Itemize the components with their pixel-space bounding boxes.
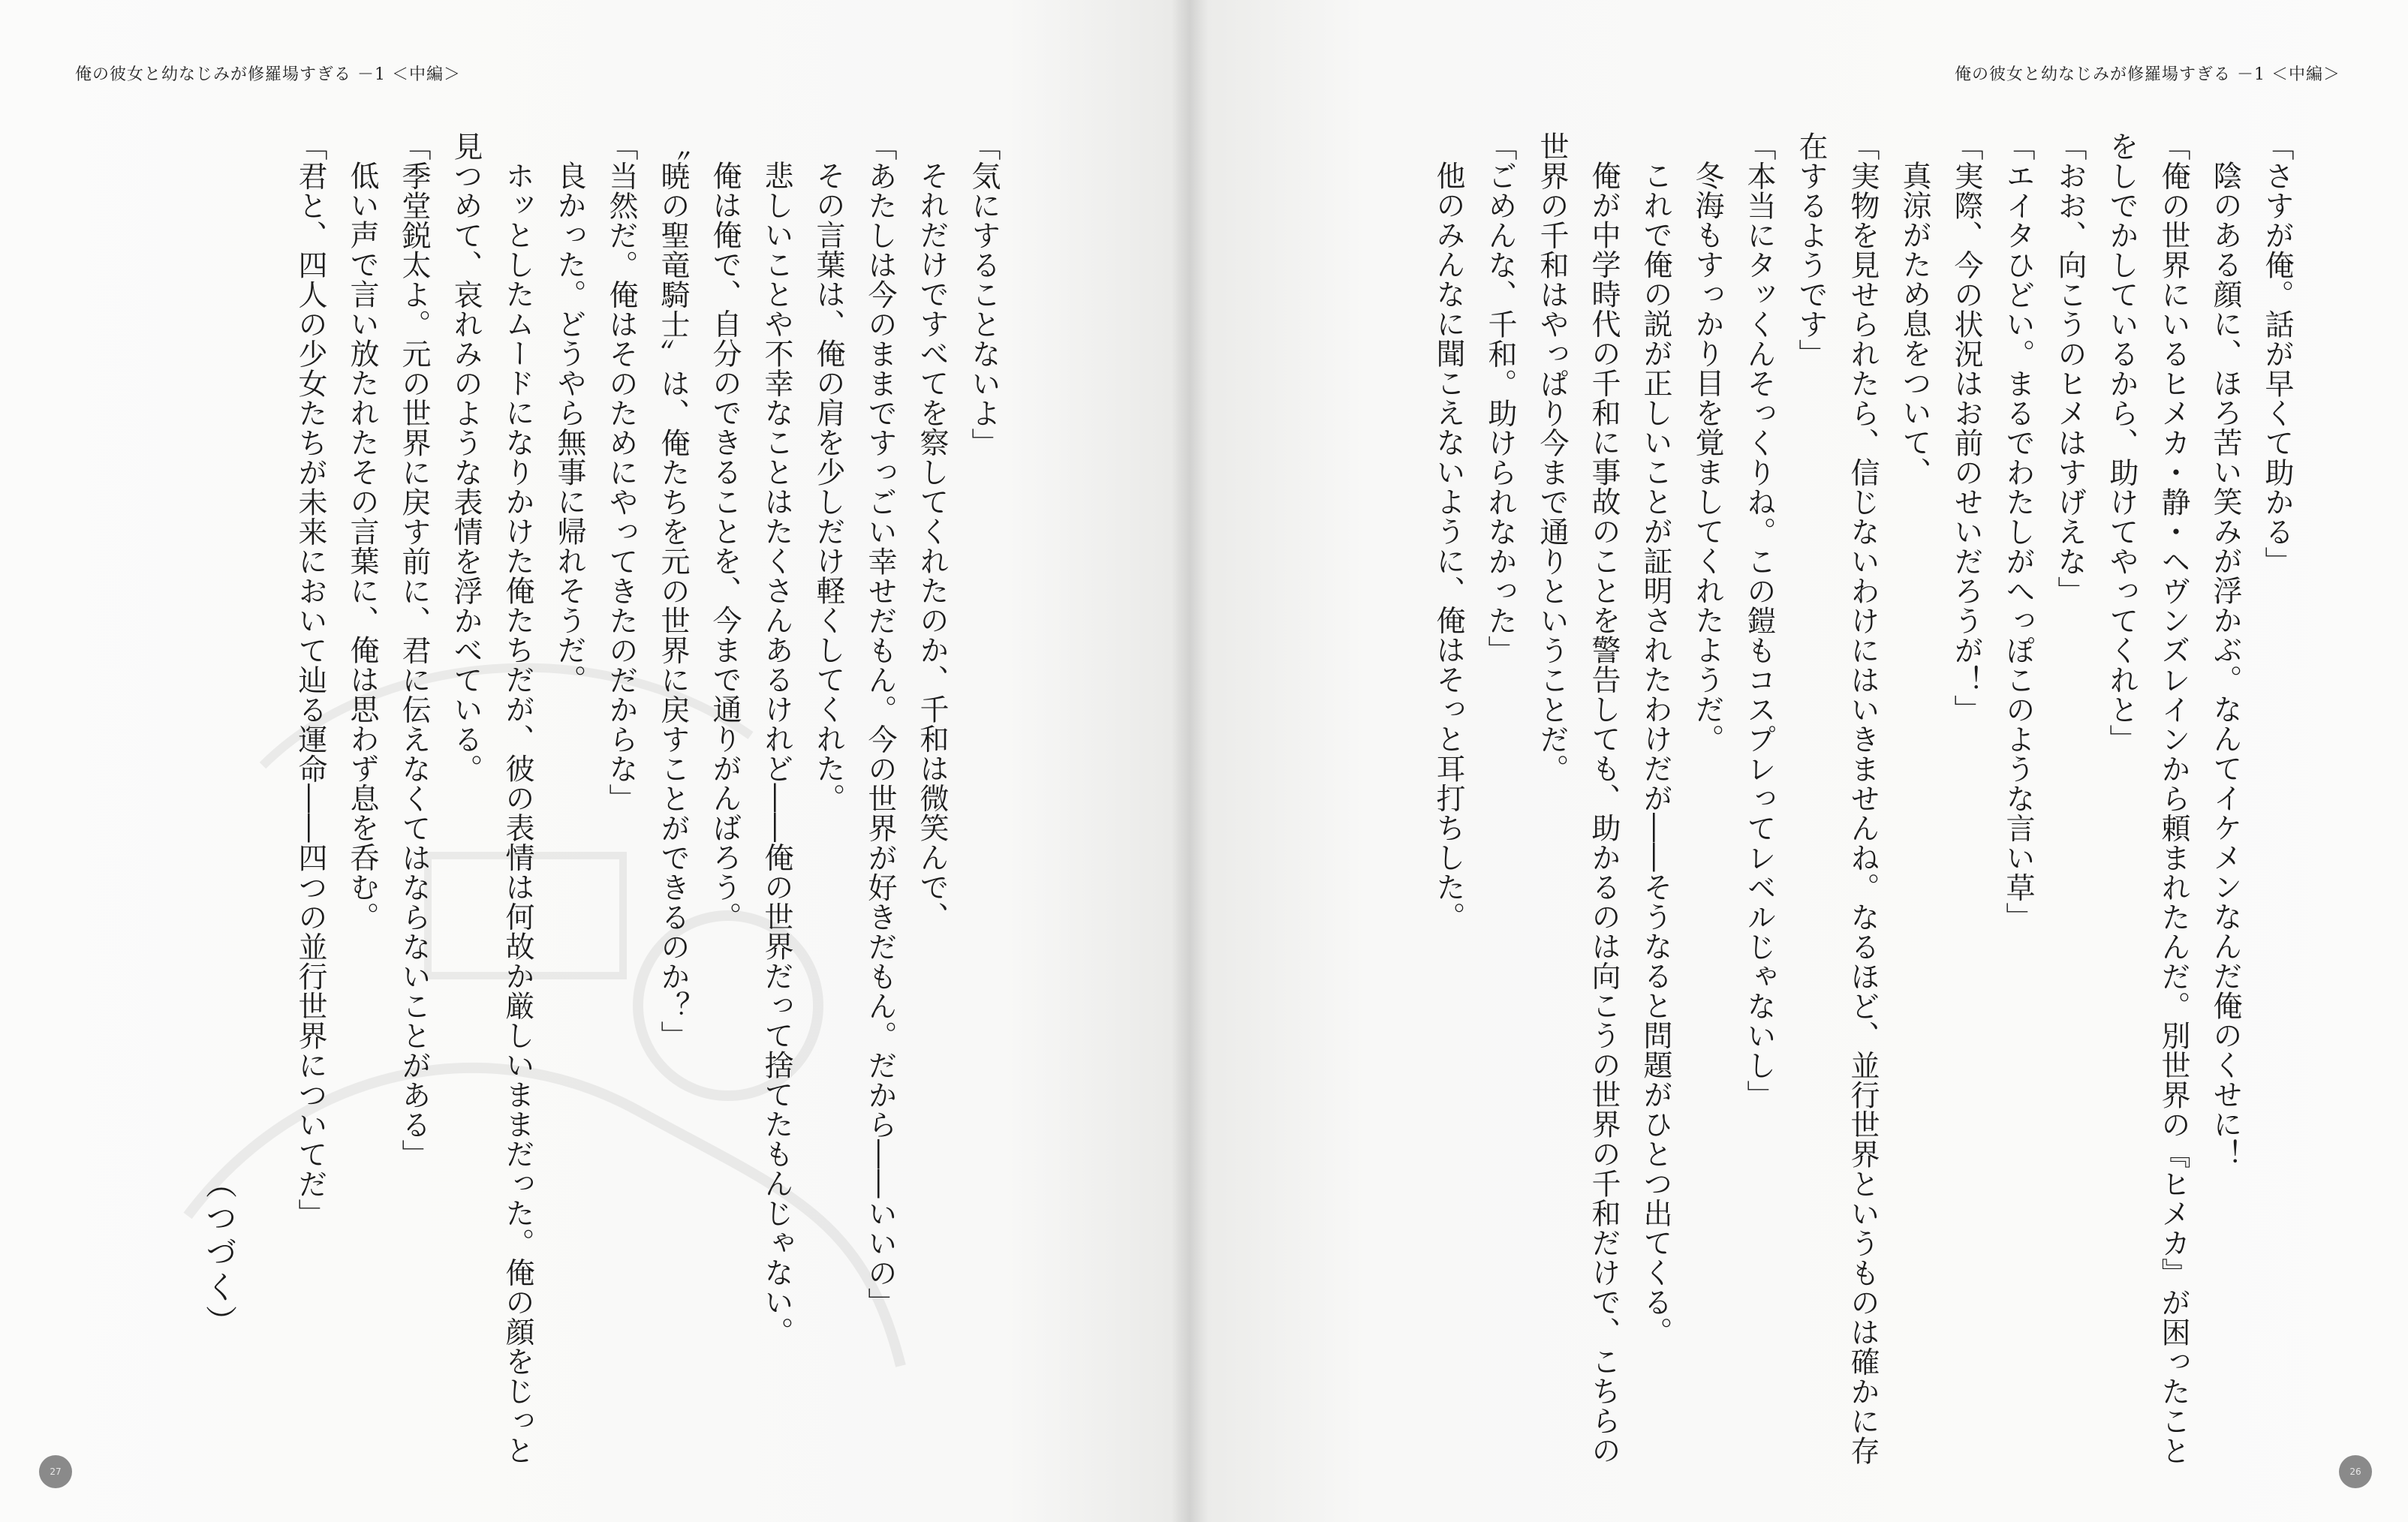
text-line: 「あたしは今のままですっごい幸せだもん。今の世界が好きだもん。だから――いいの」 (863, 131, 897, 1317)
text-line: 「俺の世界にいるヒメカ・静・ヘヴンズレインから頼まれたんだ。別世界の『ヒメカ』が困ったこと (2157, 131, 2190, 1466)
right-page (1182, 0, 2408, 1522)
text-line: それだけですべてを察してくれたのか、千和は微笑んで、 (915, 161, 949, 931)
text-line: ホッとしたムードになりかけた俺たちだが、彼の表情は何故か厳しいままだった。俺の顔をじっと (501, 161, 534, 1465)
text-line: 「当然だ。俺はそのためにやってきたのだからな」 (604, 131, 638, 814)
page-header: 俺の彼女と幼なじみが修羅場すぎる －1 ＜中編＞ (75, 65, 461, 84)
text-line: これで俺の説が正しいことが証明されたわけだが――そうなると問題がひとつ出てくる。 (1639, 161, 1672, 1346)
book-gutter (1171, 0, 1209, 1522)
page-number: 26 (2339, 1455, 2372, 1488)
text-line: 「実際、今の状況はお前のせいだろうが！」 (1949, 131, 1983, 724)
text-line: をしでかしているから、助けてやってくれと」 (2105, 131, 2139, 754)
text-line: 「実物を見せられたら、信じないわけにはいきませんね。なるほど、並行世界というものは確かに存 (1846, 131, 1880, 1466)
text-line: 「おお、向こうのヒメはすげえな」 (2053, 131, 2087, 606)
text-line: 他のみんなに聞こえないように、俺はそっと耳打ちした。 (1431, 161, 1465, 931)
text-line: 〝暁の聖竜騎士〟は、俺たちを元の世界に戻すことができるのか？」 (656, 131, 690, 1051)
body-text (293, 131, 1010, 1465)
text-line: 「ごめんな、千和。助けられなかった」 (1483, 131, 1517, 665)
text-line: 「本当にタッくんそっくりね。この鎧もコスプレってレベルじゃないし」 (1742, 131, 1776, 1110)
left-page (0, 0, 1182, 1522)
text-line: 真涼がため息をついて、 (1898, 161, 1931, 487)
text-line: 「季堂鋭太よ。元の世界に戻す前に、君に伝えなくてはならないことがある」 (397, 131, 431, 1169)
text-line: 「君と、四人の少女たちが未来において辿る運命――四つの並行世界についてだ」 (293, 131, 327, 1229)
text-line: 俺が中学時代の千和に事故のことを警告しても、助かるのは向こうの世界の千和だけで、こちらの (1587, 161, 1621, 1465)
text-line: 悲しいことや不幸なことはたくさんあるけれど――俺の世界だって捨てたもんじゃない。 (760, 161, 793, 1346)
text-line: 世界の千和はやっぱり今まで通りということだ。 (1535, 131, 1569, 784)
text-line: 「さすが俺。話が早くて助かる」 (2260, 131, 2294, 576)
to-be-continued: （つづく） (201, 1167, 238, 1340)
text-line: 「気にすることないよ」 (967, 131, 1001, 458)
page-number: 27 (39, 1455, 72, 1488)
text-line: 陰のある顔に、ほろ苦い笑みが浮かぶ。なんてイケメンなんだ俺のくせに！ (2208, 161, 2242, 1169)
text-line: 低い声で言い放たれたその言葉に、俺は思わず息を呑む。 (345, 161, 379, 931)
text-line: その言葉は、俺の肩を少しだけ軽くしてくれた。 (811, 161, 845, 813)
text-line: 見つめて、哀れみのような表情を浮かべている。 (449, 131, 483, 784)
text-line: 冬海もすっかり目を覚ましてくれたようだ。 (1690, 161, 1724, 753)
text-line: 在するようです」 (1794, 131, 1828, 368)
page-header: 俺の彼女と幼なじみが修羅場すぎる －1 ＜中編＞ (1955, 65, 2340, 84)
text-line: 「エイタひどい。まるでわたしがへっぽこのような言い草」 (2001, 131, 2035, 932)
text-line: 俺は俺で、自分のできることを、今まで通りがんばろう。 (708, 161, 742, 931)
text-line: 良かった。どうやら無事に帰れそうだ。 (552, 161, 586, 694)
body-text (1267, 131, 2303, 1466)
